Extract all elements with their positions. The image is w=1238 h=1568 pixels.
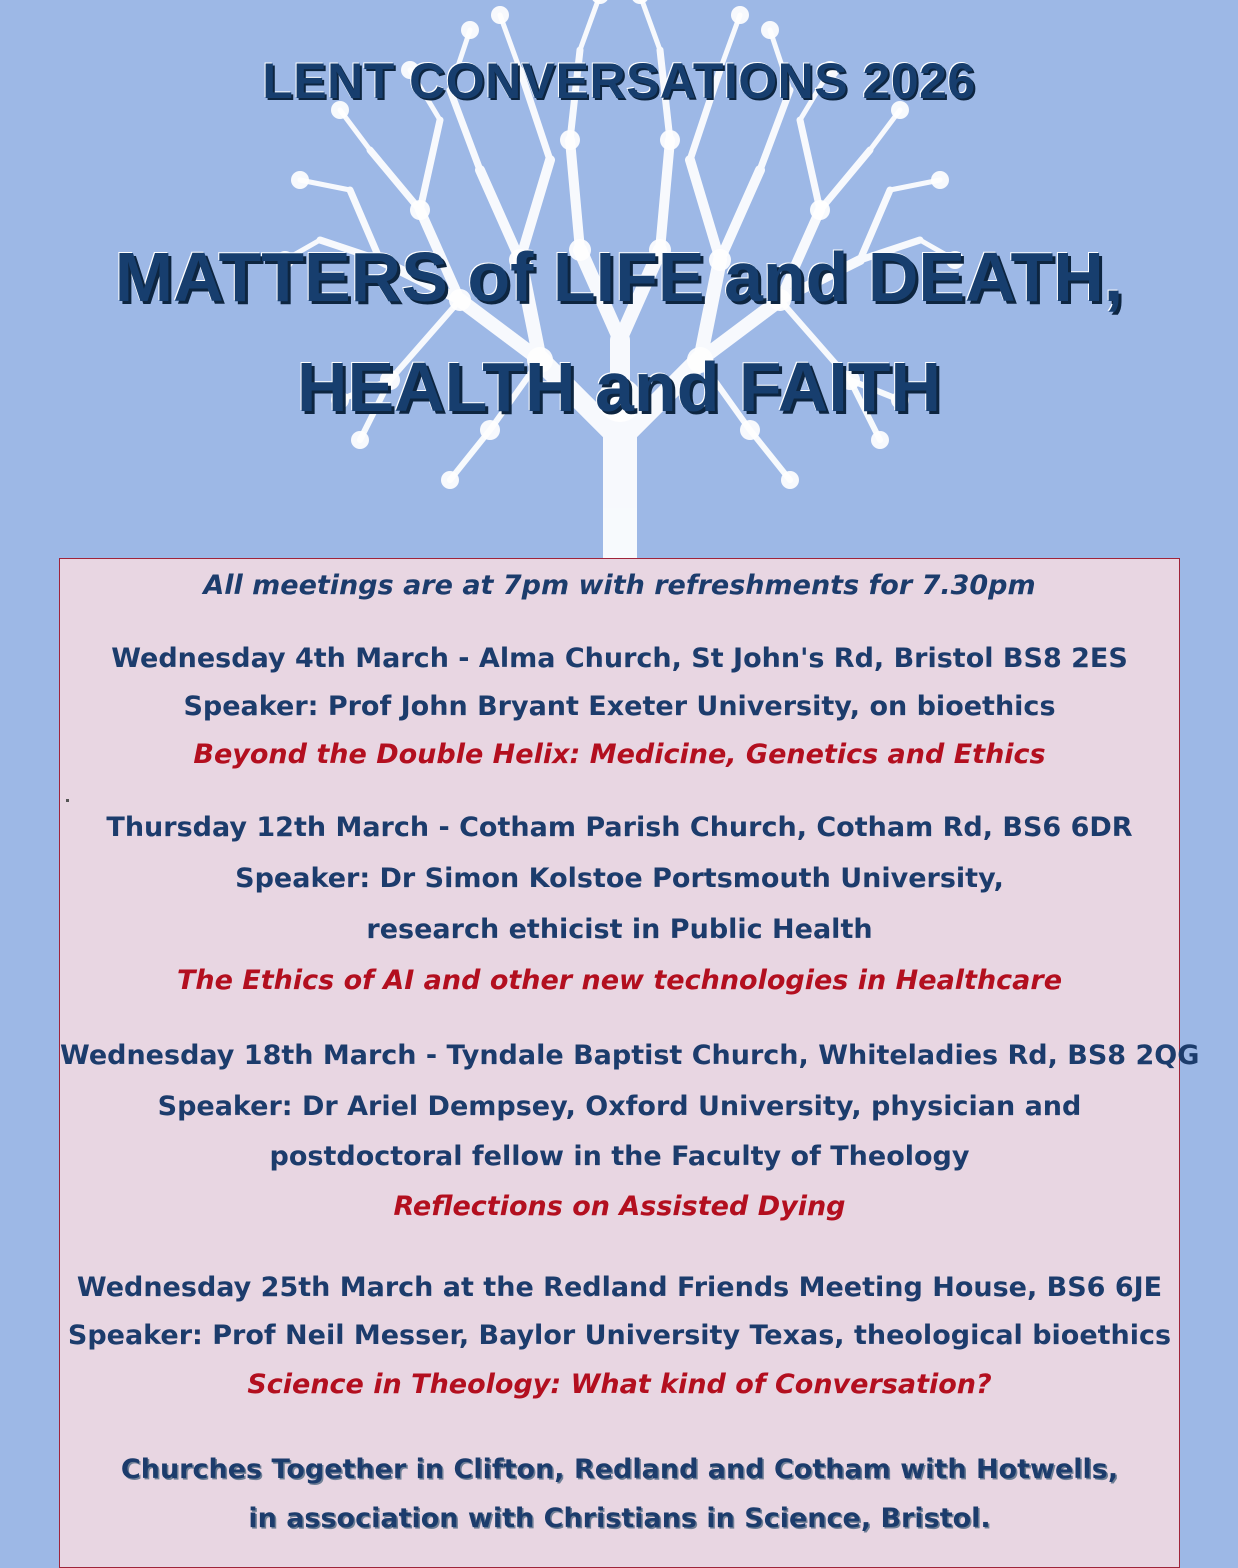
event-3-speaker-line-1: Speaker: Dr Ariel Dempsey, Oxford University, physician and xyxy=(157,1091,1082,1122)
series-title: LENT CONVERSATIONS 2026 xyxy=(262,53,976,109)
event-3-speaker-line-2: postdoctoral fellow in the Faculty of Theology xyxy=(269,1141,970,1172)
event-3-date-venue: Wednesday 18th March - Tyndale Baptist Church, Whiteladies Rd, BS8 2QG xyxy=(60,1040,1200,1071)
event-4-talk-title: Science in Theology: What kind of Conversation? xyxy=(247,1369,992,1400)
event-2-date-venue: Thursday 12th March - Cotham Parish Church, Cotham Rd, BS6 6DR xyxy=(106,812,1133,843)
stray-dot xyxy=(66,799,69,802)
event-4-date-venue: Wednesday 25th March at the Redland Friends Meeting House, BS6 6JE xyxy=(76,1272,1163,1303)
main-title xyxy=(0,222,1238,442)
event-2-speaker-line-2: research ethicist in Public Health xyxy=(366,914,873,945)
event-2-talk-title: The Ethics of AI and other new technologies in Healthcare xyxy=(176,965,1063,996)
event-1-date-venue: Wednesday 4th March - Alma Church, St John's Rd, Bristol BS8 2ES xyxy=(111,643,1128,674)
organiser-line-2: in association with Christians in Science, Bristol. xyxy=(248,1503,991,1534)
event-4-speaker: Speaker: Prof Neil Messer, Baylor University Texas, theological bioethics xyxy=(67,1320,1172,1351)
event-3-talk-title: Reflections on Assisted Dying xyxy=(393,1191,846,1222)
meeting-time-notice: All meetings are at 7pm with refreshments for 7.30pm xyxy=(203,570,1036,601)
event-1-talk-title: Beyond the Double Helix: Medicine, Genetics and Ethics xyxy=(193,739,1046,770)
event-1-speaker: Speaker: Prof John Bryant Exeter University, on bioethics xyxy=(183,691,1056,722)
main-title-line-1: MATTERS of LIFE and DEATH, xyxy=(114,238,1124,316)
event-2-speaker-line-1: Speaker: Dr Simon Kolstoe Portsmouth University, xyxy=(235,863,1004,894)
main-title-line-2: HEALTH and FAITH xyxy=(296,348,942,426)
organiser-line-1: Churches Together in Clifton, Redland and Cotham with Hotwells, xyxy=(120,1454,1119,1485)
events-box xyxy=(59,558,1200,1568)
